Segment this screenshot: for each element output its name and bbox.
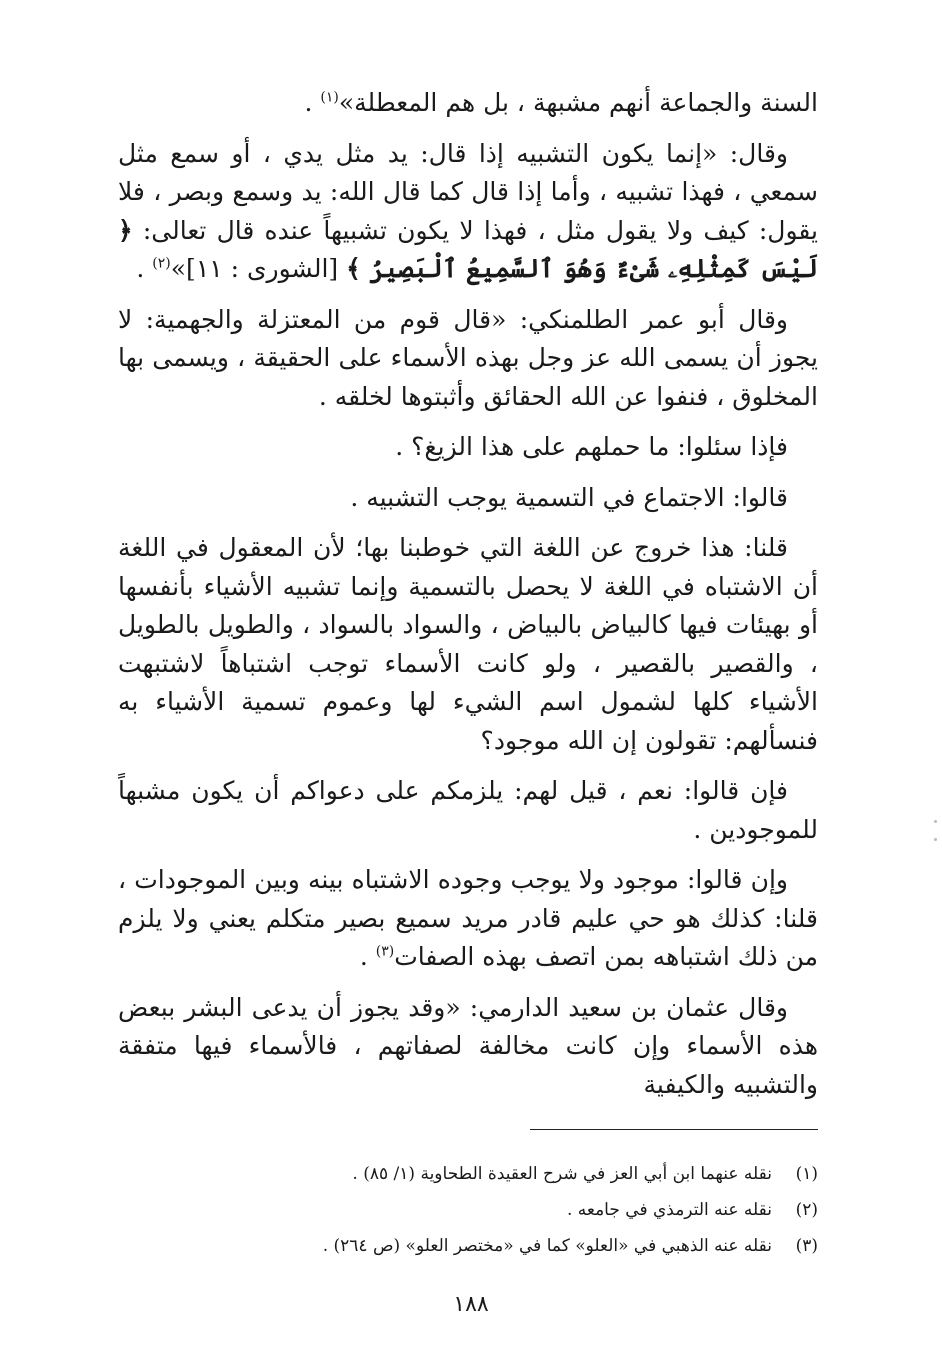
paragraph-2-text: وقال: «إنما يكون التشبيه إذا قال: يد مثل يدي ، أو سمع مثل سمعي ، فهذا تشبيه ، وأما إذا قال كما قال الله: يد وسمع وبصر ، فلا يقول: كيف ولا يقول مثل ، فهذا لا يكون تشبيهاً عنده قال تعالى:	[118, 138, 818, 245]
page-number: ١٨٨	[453, 1292, 489, 1317]
footnote-separator	[530, 1129, 818, 1130]
scan-speck	[934, 838, 937, 841]
paragraph-5: قالوا: الاجتماع في التسمية يوجب التشبيه .	[350, 482, 788, 512]
footnote-number: (٣)	[795, 1236, 818, 1256]
main-text	[118, 84, 818, 1116]
paragraph-8	[118, 861, 818, 977]
footnote-text: نقله عنه الذهبي في «العلو» كما في «مختصر العلو» (ص ٢٦٤) .	[322, 1236, 772, 1256]
scan-speck	[934, 820, 937, 823]
paragraph-9: وقال عثمان بن سعيد الدارمي: «وقد يجوز أن يدعى البشر ببعض هذه الأسماء وإن كانت مخالفة لصفاتهم ، فالأسماء فيها متفقة والتشبيه والكيفية	[118, 992, 818, 1099]
paragraph-1	[118, 84, 818, 123]
paragraph-6: قلنا: هذا خروج عن اللغة التي خوطبنا بها؛ لأن المعقول في اللغة أن الاشتباه في اللغة لا يحصل بالتسمية وإنما تشبيه الأشياء بأنفسها أو بهيئات فيها كالبياض بالبياض ، والسواد بالسواد ، والطويل بالطويل ، والقصير بالقصير ، ولو كانت الأسماء توجب اشتباهاً لاشتبهت الأشياء كلها لشمول اسم الشيء لها وعموم تسمية الأشياء به فنسألهم: تقولون إن الله موجود؟	[118, 533, 818, 755]
paragraph-7: فإن قالوا: نعم ، قيل لهم: يلزمكم على دعواكم أن يكون مشبهاً للموجودين .	[118, 776, 818, 844]
paragraph-3: وقال أبو عمر الطلمنكي: «قال قوم من المعتزلة والجهمية: لا يجوز أن يسمى الله عز وجل بهذه الأسماء على الحقيقة ، ويسمى بها المخلوق ، فنفوا عن الله الحقائق وأثبتوها لخلقه .	[118, 304, 818, 411]
footnote-number: (١)	[795, 1164, 818, 1184]
footnote-3	[118, 1228, 818, 1264]
quran-verse: ﴿ لَيْسَ كَمِثْلِهِۦ شَىْءٌ وَهُوَ ٱلسَّمِيعُ ٱلْبَصِيرُ ﴾	[118, 215, 818, 283]
paragraph-8-text: وإن قالوا: موجود ولا يوجب وجوده الاشتباه بينه وبين الموجودات ، قلنا: كذلك هو حي عليم قادر مريد سميع بصير متكلم يعني ولا يلزم من ذلك اشتباهه بمن اتصف بهذه الصفات	[118, 865, 818, 971]
paragraph-4: فإذا سئلوا: ما حملهم على هذا الزيغ؟ .	[395, 432, 788, 461]
footnote-ref-3[interactable]: (٣)	[375, 943, 395, 960]
footnote-2	[118, 1192, 818, 1228]
paragraph-2	[118, 135, 818, 289]
footnote-ref-1[interactable]: (١)	[320, 89, 339, 106]
footnote-text: نقله عنه الترمذي في جامعه .	[566, 1200, 772, 1220]
verse-citation: [الشورى : ١١]»	[170, 254, 347, 283]
footnote-text: نقله عنهما ابن أبي العز في شرح العقيدة الطحاوية (١/ ٨٥) .	[352, 1164, 772, 1184]
footnote-ref-2[interactable]: (٢)	[152, 255, 171, 272]
paragraph-8-end: .	[359, 942, 376, 971]
paragraph-1-end: .	[304, 88, 321, 117]
footnote-1	[118, 1156, 818, 1192]
footnote-number: (٢)	[795, 1200, 818, 1220]
paragraph-1-text: السنة والجماعة أنهم مشبهة ، بل هم المعطلة»	[338, 88, 818, 117]
paragraph-2-end: .	[136, 254, 153, 283]
footnotes	[118, 1156, 818, 1264]
